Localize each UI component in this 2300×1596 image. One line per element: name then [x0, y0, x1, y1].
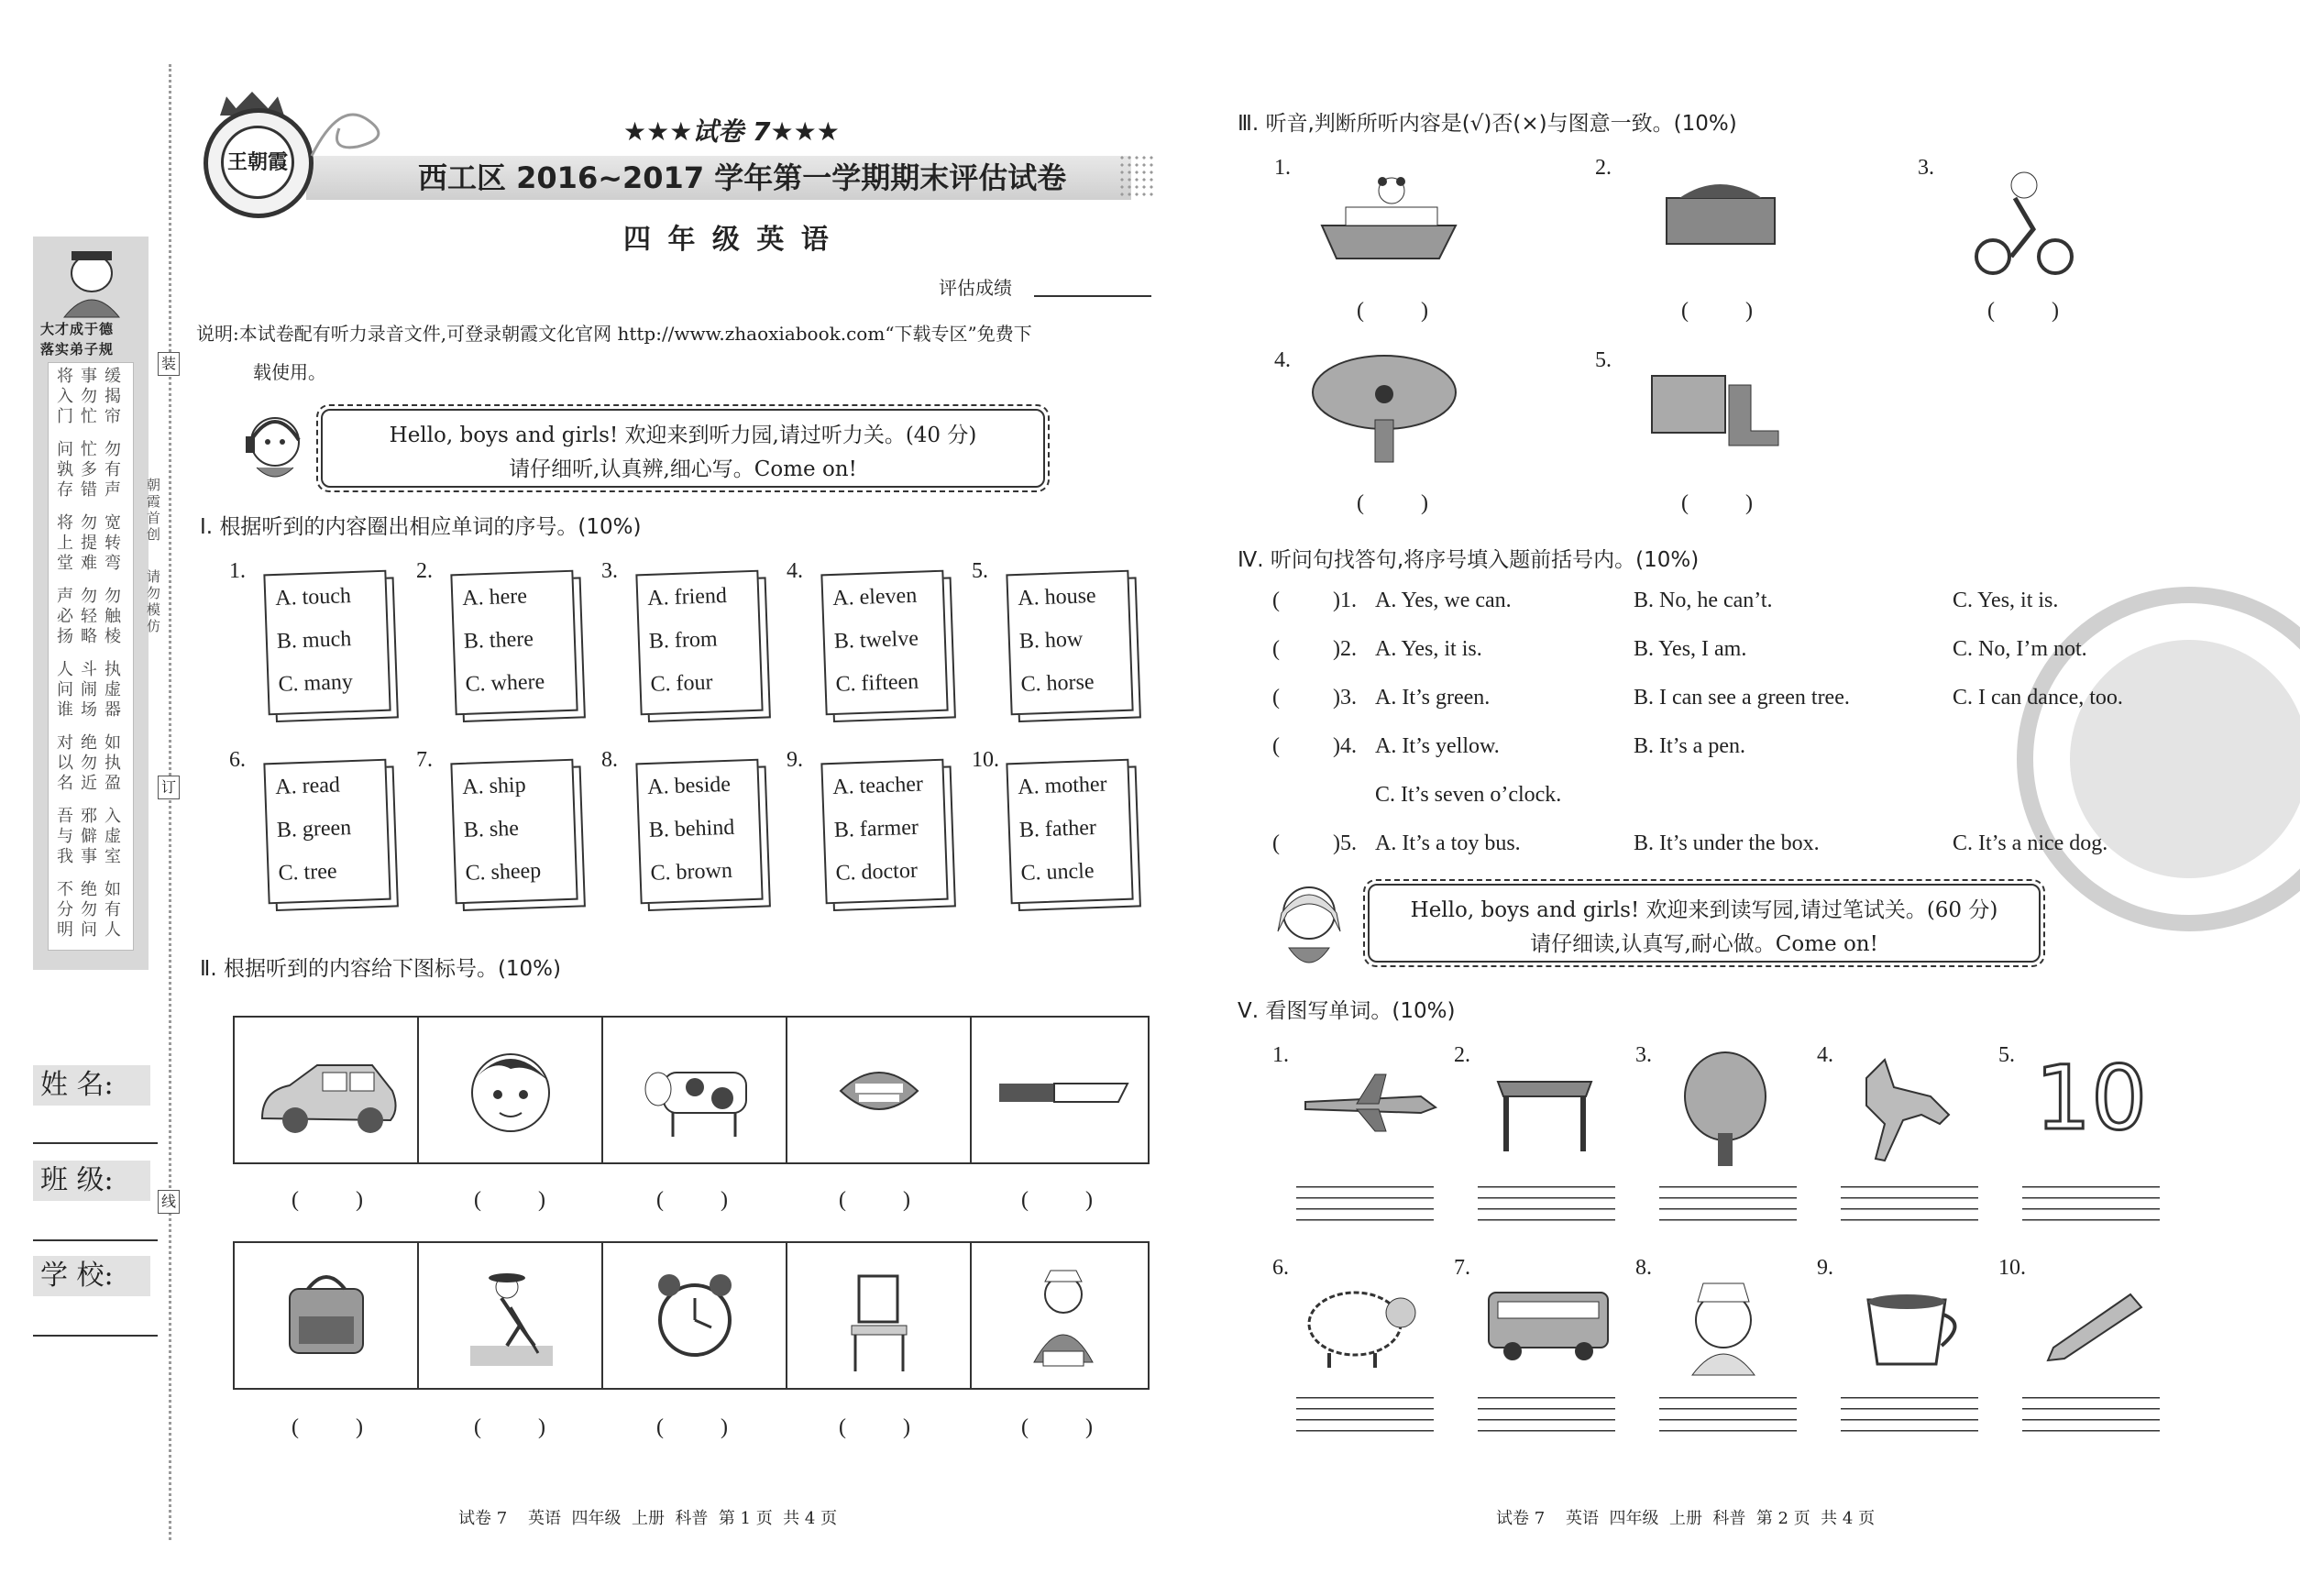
writing-lines[interactable] [1296, 1186, 1434, 1230]
writing-lines[interactable] [1659, 1397, 1797, 1441]
option-b: B. I can see a green tree. [1634, 686, 1850, 710]
word-option[interactable]: B. twelve [833, 626, 919, 654]
schoolbag-icon [235, 1243, 419, 1388]
poem-column: 对以名 [57, 733, 73, 793]
writing-lines[interactable] [2022, 1397, 2160, 1441]
question-number: 9. [787, 748, 803, 772]
nurse-icon [972, 1243, 1154, 1388]
question-number: 6. [229, 748, 246, 772]
word-option[interactable]: C. four [650, 670, 713, 697]
word-option-card [450, 759, 578, 905]
poem-column: 勿触棱 [105, 587, 121, 646]
word-option[interactable]: A. touch [274, 584, 352, 611]
ship-with-panda-icon [1318, 171, 1465, 271]
poem-column: 入虚室 [105, 807, 121, 866]
word-option[interactable]: B. behind [648, 815, 735, 842]
word-option[interactable]: C. sheep [465, 859, 542, 886]
name-field[interactable] [33, 1142, 158, 1144]
option-b: B. It’s under the box. [1634, 831, 1820, 855]
side-char-1: 装 [158, 352, 180, 376]
alarm-clock-icon [603, 1243, 787, 1388]
word-option[interactable]: B. how [1018, 627, 1084, 654]
writing-lines[interactable] [2022, 1186, 2160, 1230]
cow-icon [603, 1018, 787, 1162]
word-option[interactable]: B. farmer [833, 815, 919, 842]
word-option[interactable]: A. read [274, 773, 341, 799]
binding-line [169, 64, 171, 1540]
picture-grid-row1 [233, 1016, 1150, 1164]
option-c: C. No, I’m not. [1953, 637, 2087, 661]
word-option[interactable]: A. here [461, 584, 528, 611]
word-option[interactable]: C. horse [1020, 670, 1095, 697]
option-a: C. It’s seven o’clock. [1375, 783, 1562, 807]
question-number: 4. [1817, 1043, 1833, 1067]
name-label: 姓 名: [33, 1065, 150, 1106]
exam-label: ★★★试卷 7★★★ [623, 116, 840, 147]
option-b: B. No, he can’t. [1634, 589, 1773, 612]
tree-icon [1679, 1051, 1771, 1170]
question-number: 4. [787, 559, 803, 583]
pencil-icon [2039, 1287, 2149, 1370]
word-option-card [635, 759, 763, 905]
poem-column: 勿提难 [81, 513, 97, 573]
school-field[interactable] [33, 1335, 158, 1337]
exam-title: 西工区 2016~2017 学年第一学期期末评估试卷 [418, 160, 1067, 195]
option-b: B. It’s a pen. [1634, 734, 1745, 758]
question-number: 2. [1595, 156, 1612, 180]
word-option[interactable]: B. there [463, 627, 534, 654]
class-field[interactable] [33, 1239, 158, 1241]
question-number: 3. [1635, 1043, 1652, 1067]
poem-column: 声必扬 [57, 587, 73, 646]
option-a: A. Yes, we can. [1375, 589, 1512, 612]
instruction-note-2: 载使用。 [253, 361, 326, 383]
nurse-portrait-icon [1674, 1269, 1775, 1379]
question-number: )4. [1333, 734, 1357, 758]
answer-paren[interactable]: ( [1272, 589, 1280, 612]
poem-column: 斗闹场 [81, 660, 97, 720]
question-number: 8. [601, 748, 618, 772]
word-option[interactable]: C. many [278, 670, 354, 697]
answer-paren[interactable]: ( ) [839, 1188, 936, 1212]
question-number: 3. [1918, 156, 1934, 180]
question-number: )3. [1333, 686, 1357, 710]
question-number: 9. [1817, 1256, 1833, 1280]
listening-intro-bubble [321, 409, 1045, 488]
section1-heading: Ⅰ. 根据听到的内容圈出相应单词的序号。(10%) [200, 515, 642, 539]
poem-column: 缓揭帘 [105, 367, 121, 426]
answer-paren[interactable]: ( ) [656, 1188, 754, 1212]
logo-seal [204, 108, 314, 218]
question-number: 1. [229, 559, 246, 583]
word-option[interactable]: B. she [463, 816, 520, 842]
question-number: 4. [1274, 348, 1291, 372]
question-number: 6. [1272, 1256, 1289, 1280]
airplane-icon [1302, 1071, 1439, 1135]
poem-column: 人问谁 [57, 660, 73, 720]
word-option-card [263, 570, 391, 716]
word-option[interactable]: A. teacher [831, 772, 924, 799]
word-option-card [263, 759, 391, 905]
answer-paren[interactable]: ( [1272, 686, 1280, 710]
answer-paren[interactable]: ( [1272, 734, 1280, 758]
writing-lines[interactable] [1478, 1397, 1615, 1441]
section3-heading: Ⅲ. 听音,判断所听内容是(√)否(×)与图意一致。(10%) [1238, 112, 1737, 136]
word-option-card [635, 570, 763, 716]
girl-on-bike-icon [1975, 165, 2075, 284]
side-char-2: 订 [158, 776, 180, 799]
title-band-dots [1118, 154, 1155, 198]
answer-paren[interactable]: ( [1272, 831, 1280, 855]
question-number: 3. [601, 559, 618, 583]
writing-intro-bubble [1368, 884, 2041, 963]
poem-column: 将入门 [57, 367, 73, 426]
question-number: 5. [1998, 1043, 2015, 1067]
word-option[interactable]: A. beside [646, 772, 732, 799]
question-number: 2. [416, 559, 433, 583]
side-note-2: 请勿模仿 [147, 568, 161, 634]
section4-heading: Ⅳ. 听问句找答句,将序号填入题前括号内。(10%) [1238, 548, 1700, 572]
word-option[interactable]: A. mother [1017, 772, 1107, 799]
poem-column: 勿有声 [105, 440, 121, 500]
answer-paren[interactable]: ( ) [1987, 299, 2085, 323]
logo-text: 王朝霞 [221, 126, 294, 199]
word-option[interactable]: C. tree [278, 859, 337, 886]
writing-lines[interactable] [1659, 1186, 1797, 1230]
answer-paren[interactable]: ( ) [1681, 491, 1778, 515]
answer-paren[interactable]: ( ) [1681, 299, 1778, 323]
knife-icon [972, 1018, 1154, 1162]
question-number: 1. [1274, 156, 1291, 180]
school-label: 学 校: [33, 1256, 150, 1296]
horse-icon [1848, 1051, 1958, 1170]
option-a: A. It’s green. [1375, 686, 1491, 710]
question-number: 10. [972, 748, 999, 772]
poem-column: 勿轻略 [81, 587, 97, 646]
question-number: 7. [416, 748, 433, 772]
poem-column: 吾与我 [57, 807, 73, 866]
option-c: C. Yes, it is. [1953, 589, 2059, 612]
bus-icon [1485, 1283, 1613, 1366]
word-option[interactable]: B. green [276, 816, 352, 842]
question-number: 5. [1595, 348, 1612, 372]
answer-paren[interactable]: ( ) [474, 1415, 571, 1439]
answer-paren[interactable]: ( ) [1021, 1188, 1118, 1212]
poem-column: 如有人 [105, 880, 121, 940]
word-option-card [1006, 570, 1133, 716]
word-option[interactable]: C. where [465, 669, 545, 697]
word-option-card [820, 570, 948, 716]
cup-icon [1863, 1287, 1973, 1370]
writing-intro-line2: 请仔细读,认真写,耐心做。Come on! [1530, 932, 1878, 956]
poem-column: 将上堂 [57, 513, 73, 573]
option-a: A. It’s a toy bus. [1375, 831, 1521, 855]
word-option[interactable]: B. from [648, 627, 719, 654]
word-option[interactable]: A. ship [461, 773, 527, 799]
answer-paren[interactable]: ( ) [1357, 299, 1454, 323]
score-field[interactable] [1034, 295, 1151, 297]
poem-column: 问孰存 [57, 440, 73, 500]
answer-paren[interactable]: ( ) [292, 1415, 389, 1439]
girl-headphones-icon [240, 403, 314, 486]
score-label: 评估成绩 [939, 277, 1012, 299]
answer-paren[interactable]: ( ) [1357, 491, 1454, 515]
question-number: 7. [1454, 1256, 1470, 1280]
option-c: C. It’s a nice dog. [1953, 831, 2108, 855]
answer-paren[interactable]: ( ) [1021, 1415, 1118, 1439]
question-number: )5. [1333, 831, 1357, 855]
option-a: A. It’s yellow. [1375, 734, 1500, 758]
poem-column: 如执盈 [105, 733, 121, 793]
poem-column: 宽转弯 [105, 513, 121, 573]
word-option[interactable]: A. house [1017, 583, 1097, 611]
side-note-1: 朝霞首创 [147, 477, 161, 543]
number-ten-icon: 10 [2035, 1047, 2148, 1150]
desk-icon [1494, 1063, 1595, 1155]
word-option[interactable]: B. much [276, 627, 352, 654]
side-char-3: 线 [158, 1190, 180, 1214]
answer-paren[interactable]: ( [1272, 637, 1280, 661]
poem-column: 邪僻事 [81, 807, 97, 866]
sheep-icon [1302, 1278, 1421, 1370]
answer-paren[interactable]: ( ) [292, 1188, 389, 1212]
word-option-card [450, 570, 578, 716]
word-option-card [1006, 759, 1133, 905]
instruction-note: 说明:本试卷配有听力录音文件,可登录朝霞文化官网 http://www.zhaoxiabook.com“下载专区”免费下 [196, 323, 1032, 345]
section5-heading: Ⅴ. 看图写单词。(10%) [1238, 999, 1456, 1023]
word-option[interactable]: C. brown [650, 858, 733, 886]
exam-subtitle: 四 年 级 英 语 [623, 224, 832, 256]
writing-intro-line1: Hello, boys and girls! 欢迎来到读写园,请过笔试关。(60 分) [1410, 898, 1998, 922]
writing-lines[interactable] [1841, 1186, 1978, 1230]
listening-intro-line2: 请仔细听,认真辨,细心写。Come on! [509, 457, 857, 481]
question-number: )2. [1333, 637, 1357, 661]
question-number: )1. [1333, 589, 1357, 612]
word-option[interactable]: C. uncle [1020, 859, 1095, 886]
bird-in-tree-icon [1307, 347, 1463, 466]
word-option-card [820, 759, 948, 905]
motto: 大才成于德 落实弟子规 [40, 321, 115, 358]
footer-right: 试卷 7 英语 四年级 上册 科普 第 2 页 共 4 页 [1496, 1509, 1876, 1528]
option-b: B. Yes, I am. [1634, 637, 1747, 661]
poem-column: 不分明 [57, 880, 73, 940]
option-c: C. I can dance, too. [1953, 686, 2123, 710]
word-option[interactable]: A. friend [646, 583, 728, 611]
question-number: 5. [972, 559, 988, 583]
scholar-icon [46, 246, 138, 319]
answer-paren[interactable]: ( ) [474, 1188, 571, 1212]
question-number: 10. [1998, 1256, 2026, 1280]
question-number: 8. [1635, 1256, 1652, 1280]
question-number: 1. [1272, 1043, 1289, 1067]
footer-left: 试卷 7 英语 四年级 上册 科普 第 1 页 共 4 页 [458, 1509, 838, 1528]
picture-grid-row2 [233, 1241, 1150, 1390]
answer-paren[interactable]: ( ) [656, 1415, 754, 1439]
box-and-boots-icon [1650, 367, 1788, 449]
writing-lines[interactable] [1478, 1186, 1615, 1230]
section2-heading: Ⅱ. 根据听到的内容给下图标号。(10%) [200, 957, 562, 981]
farmer-icon [419, 1243, 603, 1388]
writing-lines[interactable] [1296, 1397, 1434, 1441]
listening-intro-line1: Hello, boys and girls! 欢迎来到听力园,请过听力关。(40 分) [389, 424, 977, 447]
writing-lines[interactable] [1841, 1397, 1978, 1441]
chair-icon [787, 1243, 972, 1388]
car-icon [235, 1018, 419, 1162]
word-option[interactable]: A. eleven [831, 583, 918, 611]
answer-paren[interactable]: ( ) [839, 1415, 936, 1439]
word-option[interactable]: B. father [1018, 815, 1097, 842]
poem-column: 事勿忙 [81, 367, 97, 426]
boy-face-icon [419, 1018, 603, 1162]
question-number: 2. [1454, 1043, 1470, 1067]
ribbon-icon [303, 92, 413, 165]
poem-column: 忙多错 [81, 440, 97, 500]
poem-column: 执虚器 [105, 660, 121, 720]
mouth-icon [787, 1018, 972, 1162]
word-option[interactable]: C. doctor [835, 858, 919, 886]
clothes-in-box-icon [1661, 171, 1789, 253]
girl-waving-icon [1267, 876, 1349, 977]
word-option[interactable]: C. fifteen [835, 669, 919, 697]
poem-column: 绝勿问 [81, 880, 97, 940]
option-a: A. Yes, it is. [1375, 637, 1482, 661]
class-label: 班 级: [33, 1161, 150, 1201]
poem-column: 绝勿近 [81, 733, 97, 793]
